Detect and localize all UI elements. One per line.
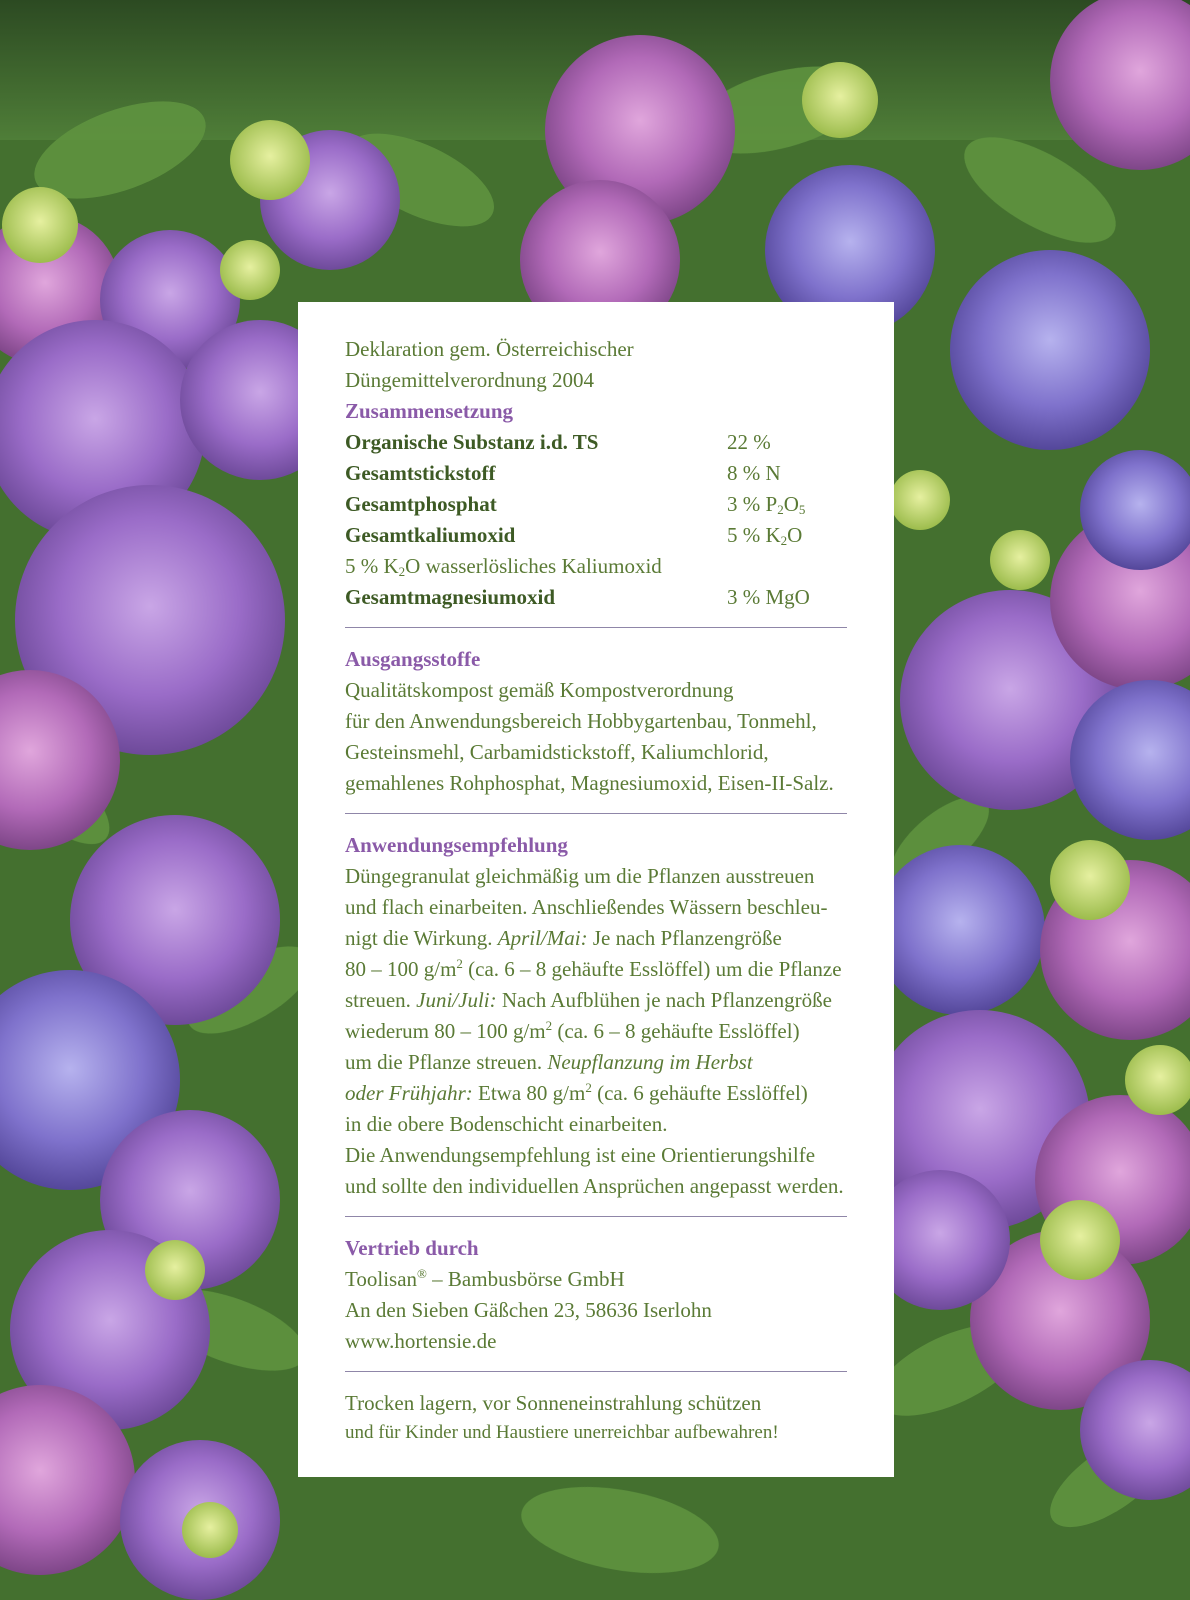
composition-row-value: 8 % N (727, 461, 781, 485)
composition-heading: Zusammensetzung (345, 399, 514, 423)
usage-line: Düngegranulat gleichmäßig um die Pflanzen ausstreuen (345, 864, 815, 888)
composition-row-name: Organische Substanz i.d. TS (345, 430, 599, 454)
composition-note: 5 % $K_2O$ wasserlösliches Kaliumoxid (345, 554, 662, 579)
distribution-company: Toolisan® – Bambusbörse GmbH (345, 1266, 625, 1291)
usage-line: nigt die Wirkung. April/Mai: Je nach Pflanzengröße (345, 926, 782, 950)
distribution-heading: Vertrieb durch (345, 1236, 479, 1260)
declaration-title-line-1: Deklaration gem. Österreichischer (345, 337, 634, 361)
composition-row-name: Gesamtphosphat (345, 492, 497, 516)
composition-row (345, 489, 847, 520)
section-divider (345, 813, 847, 814)
composition-row (345, 520, 847, 551)
section-divider (345, 1371, 847, 1372)
composition-row-value: 3 % MgO (727, 585, 810, 609)
fertilizer-declaration-label (298, 302, 894, 1477)
usage-line: in die obere Bodenschicht einarbeiten. (345, 1112, 668, 1136)
source-materials-line: Gesteinsmehl, Carbamidstickstoff, Kaliumchlorid, (345, 740, 769, 764)
usage-line: oder Frühjahr: Etwa 80 $g/m^2$ (ca. 6 gehäufte Esslöffel) (345, 1080, 808, 1105)
composition-row-name: Gesamtkaliumoxid (345, 523, 516, 547)
composition-row (345, 582, 847, 613)
source-materials-line: gemahlenes Rohphosphat, Magnesiumoxid, Eisen-II-Salz. (345, 771, 834, 795)
section-divider (345, 1216, 847, 1217)
usage-line: 80 – 100 $g/m^2$ (ca. 6 – 8 gehäufte Esslöffel) um die Pflanze (345, 956, 842, 981)
usage-line: und flach einarbeiten. Anschließendes Wässern beschleu- (345, 895, 828, 919)
composition-row (345, 458, 847, 489)
source-materials-line: für den Anwendungsbereich Hobbygartenbau, Tonmehl, (345, 709, 817, 733)
composition-row-value: 5 % $K_2O$ (727, 523, 803, 548)
distribution-address: An den Sieben Gäßchen 23, 58636 Iserlohn (345, 1298, 712, 1322)
storage-line-1: Trocken lagern, vor Sonneneinstrahlung schützen (345, 1391, 762, 1415)
usage-line: um die Pflanze streuen. Neupflanzung im Herbst (345, 1050, 753, 1074)
usage-line: wiederum 80 – 100 $g/m^2$ (ca. 6 – 8 gehäufte Esslöffel) (345, 1018, 800, 1043)
composition-row-value: 22 % (727, 430, 771, 454)
distribution-website: www.hortensie.de (345, 1329, 497, 1353)
composition-row (345, 427, 847, 458)
usage-line: und sollte den individuellen Ansprüchen angepasst werden. (345, 1174, 844, 1198)
usage-heading: Anwendungsempfehlung (345, 833, 568, 857)
usage-line: streuen. Juni/Juli: Nach Aufblühen je nach Pflanzengröße (345, 988, 832, 1012)
composition-row-value: 3 % $P_2O_5$ (727, 492, 806, 517)
source-materials-heading: Ausgangsstoffe (345, 647, 481, 671)
declaration-title-line-2: Düngemittelverordnung 2004 (345, 368, 595, 392)
storage-line-2: und für Kinder und Haustiere unerreichbar aufbewahren! (345, 1422, 779, 1443)
usage-line: Die Anwendungsempfehlung ist eine Orientierungshilfe (345, 1143, 816, 1167)
section-divider (345, 627, 847, 628)
composition-row-name: Gesamtstickstoff (345, 461, 496, 485)
composition-row-name: Gesamtmagnesiumoxid (345, 585, 555, 609)
source-materials-line: Qualitätskompost gemäß Kompostverordnung (345, 678, 734, 702)
